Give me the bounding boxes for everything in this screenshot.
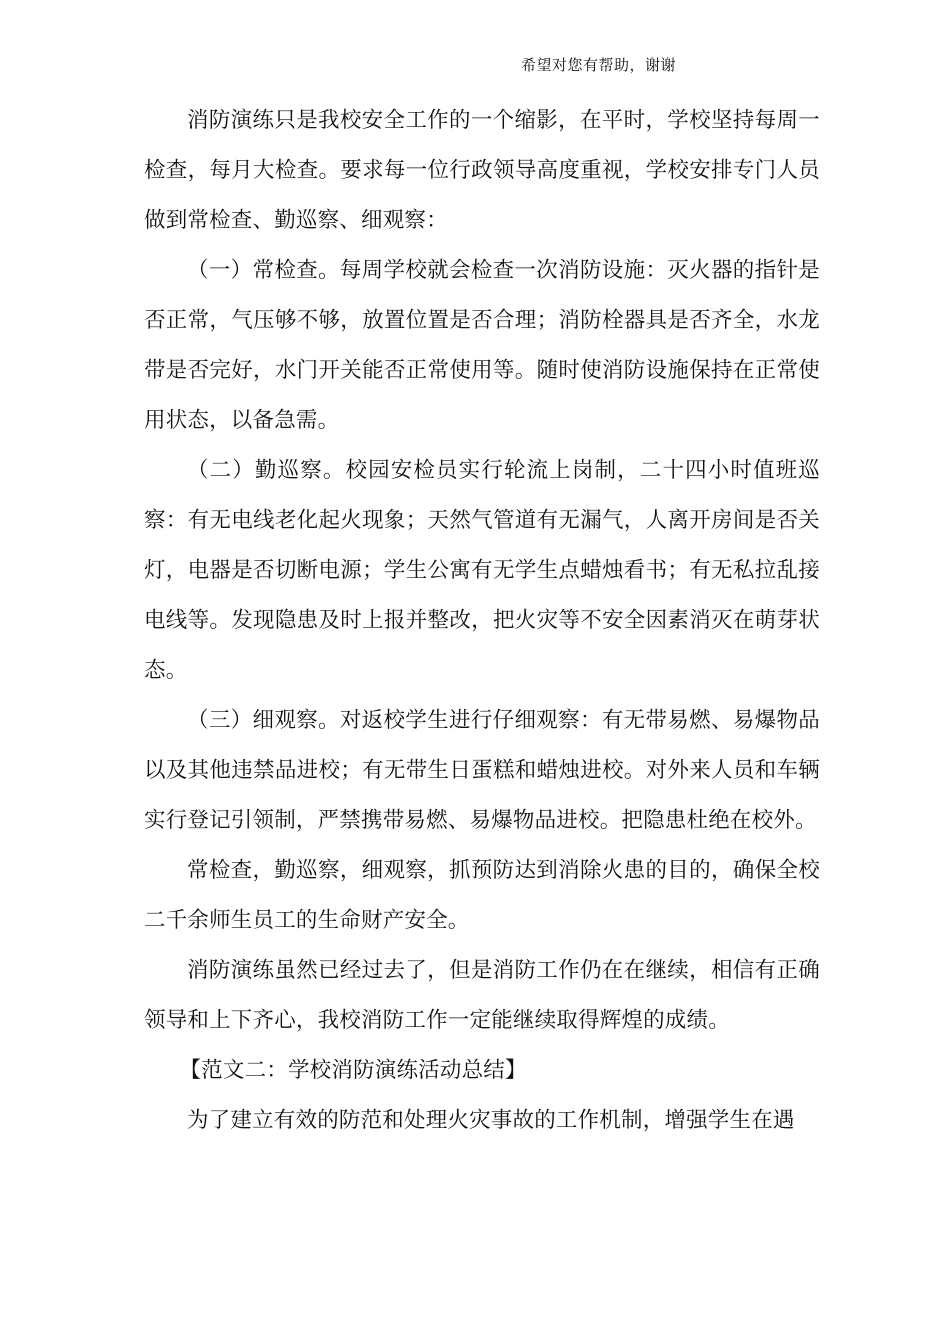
paragraph-second-essay-start: 为了建立有效的防范和处理火灾事故的工作机制，增强学生在遇 [187, 1108, 795, 1133]
paragraph-conclusion: 消防演练虽然已经过去了，但是消防工作仍在在继续，相信有正确领导和上下齐心，我校消防工作一定能继续取得辉煌的成绩。 [144, 958, 820, 1033]
paragraph-regular-inspection: （一）常检查。每周学校就会检查一次消防设施：灭火器的指针是否正常，气压够不够，放置位置是否合理；消防栓器具是否齐全，水龙带是否完好，水门开关能否正常使用等。随时使消防设施保持在正常使用状态，以备急需。 [144, 258, 820, 433]
header-note: 希望对您有帮助，谢谢 [521, 56, 677, 74]
paragraph-observation: （三）细观察。对返校学生进行仔细观察：有无带易燃、易爆物品以及其他违禁品进校；有无带生日蛋糕和蜡烛进校。对外来人员和车辆实行登记引领制，严禁携带易燃、易爆物品进校。把隐患杜绝在校外。 [144, 708, 820, 833]
section-heading: 【范文二：学校消防演练活动总结】 [179, 1058, 527, 1083]
paragraph-patrol: （二）勤巡察。校园安检员实行轮流上岗制，二十四小时值班巡察：有无电线老化起火现象；天然气管道有无漏气，人离开房间是否关灯，电器是否切断电源；学生公寓有无学生点蜡烛看书；有无私拉乱接电线等。发现隐患及时上报并整改，把火灾等不安全因素消灭在萌芽状态。 [144, 458, 820, 683]
paragraph-summary: 常检查，勤巡察，细观察，抓预防达到消除火患的目的，确保全校二千余师生员工的生命财产安全。 [144, 858, 820, 933]
document-body [144, 96, 820, 1146]
paragraph-intro: 消防演练只是我校安全工作的一个缩影，在平时，学校坚持每周一检查，每月大检查。要求每一位行政领导高度重视，学校安排专门人员做到常检查、勤巡察、细观察： [144, 108, 820, 233]
